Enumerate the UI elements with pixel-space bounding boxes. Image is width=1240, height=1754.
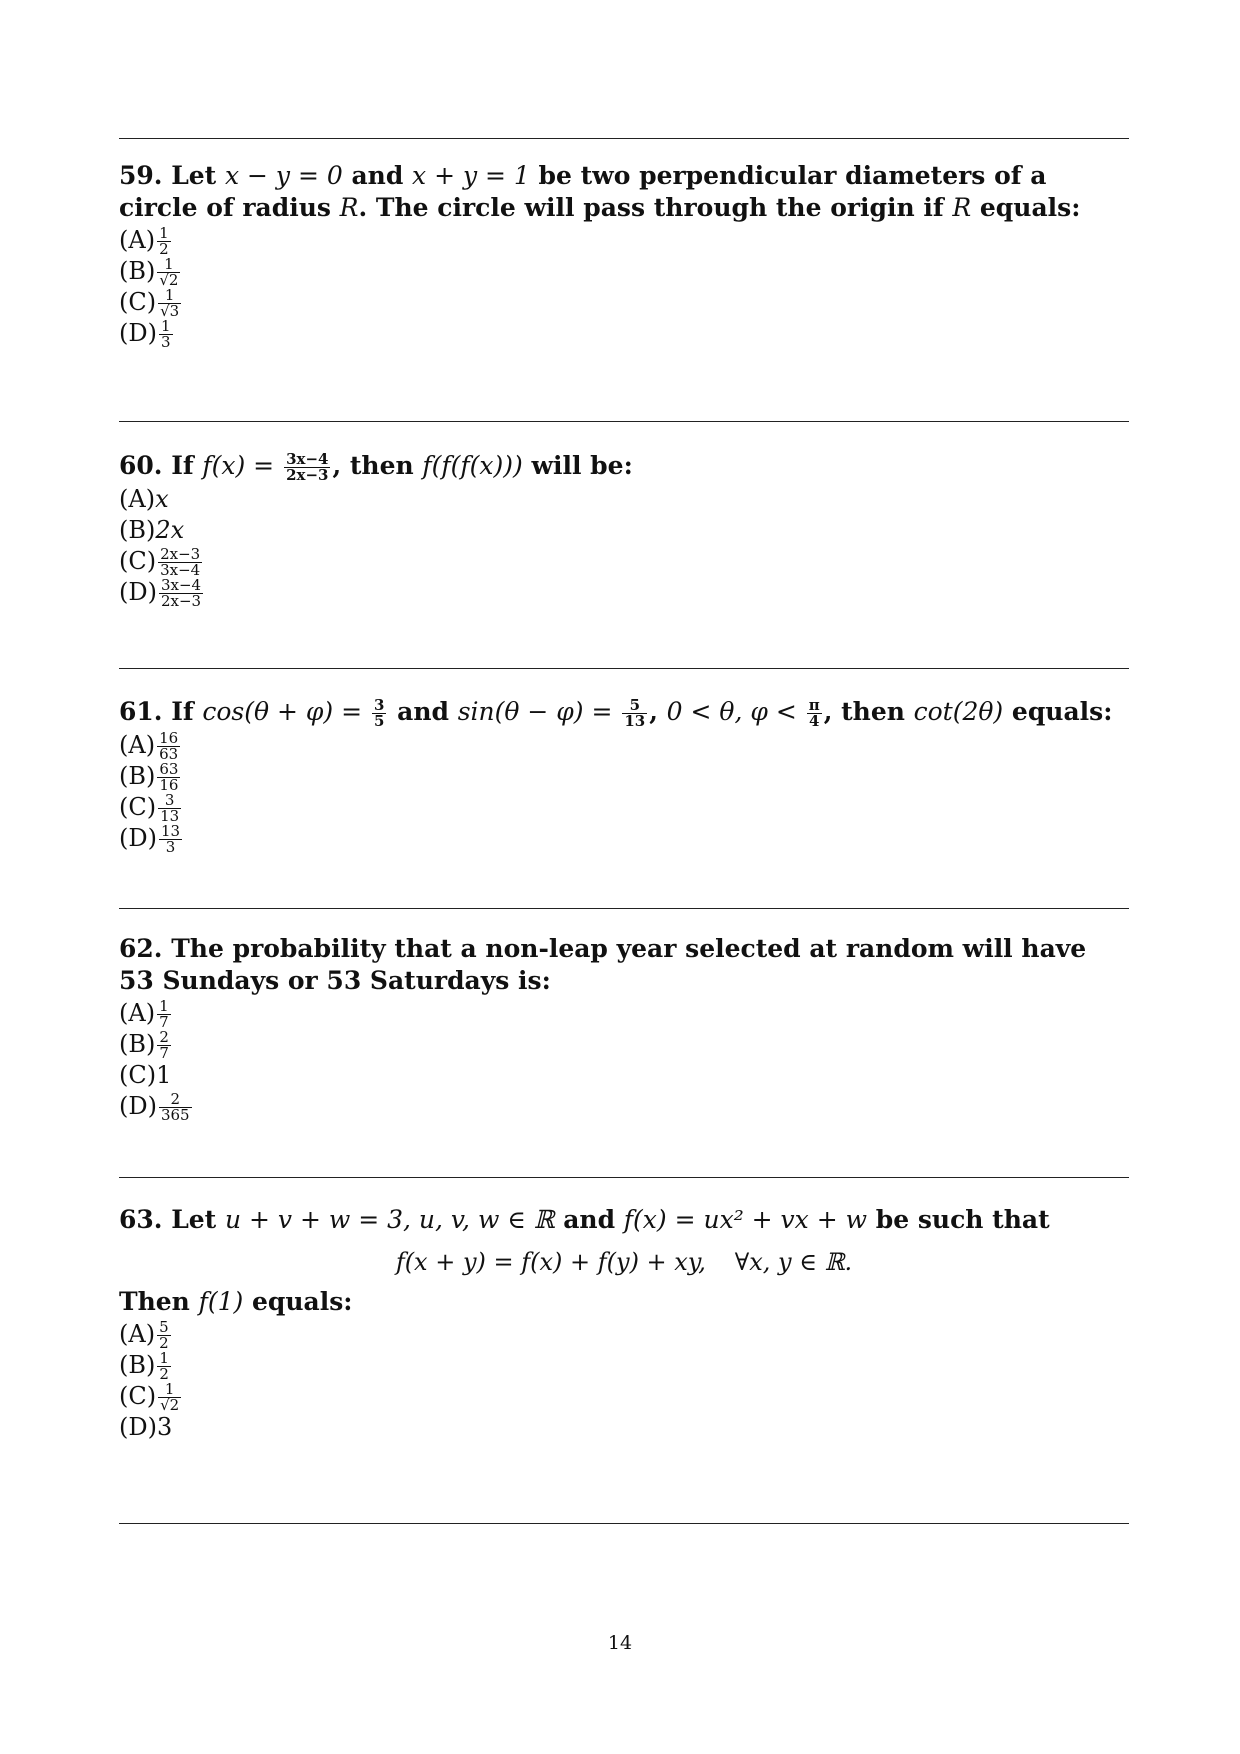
fraction-denominator: 2 [159,240,169,258]
question-number: 59. [119,161,172,190]
fraction [159,1092,192,1123]
option-value: x [155,485,169,513]
stem-text: equals: [971,193,1081,222]
question-63 [119,1204,1129,1442]
fraction [622,698,647,729]
math-expression: R [339,193,359,222]
answer-option [119,255,1129,289]
fraction-denominator: 2 [159,1334,169,1352]
answer-option [119,286,1129,320]
fraction-denominator: 3 [160,333,171,351]
stem-text: Let [171,1205,225,1234]
option-label: (D) [119,824,157,852]
stem-text: Then [119,1287,199,1316]
options-list [119,224,1129,351]
stem-text: equals: [243,1287,353,1316]
question-59 [119,160,1129,351]
fraction-numerator: 3x−4 [160,576,202,594]
stem-text: equals: [1003,697,1113,726]
options-list [119,1318,1129,1442]
option-label: (B) [119,1351,156,1379]
answer-option [119,317,1129,351]
math-expression: x + y = 1 [412,161,530,190]
answer-option [119,1090,1129,1124]
fraction-denominator: 4 [808,712,820,730]
option-value: 1 [156,1061,172,1089]
answer-option [119,729,1129,763]
fraction [807,698,822,729]
answer-option [119,1059,1129,1090]
question-number: 62. [119,934,172,963]
math-expression: sin(θ − φ) = [457,697,621,726]
fraction-numerator: 16 [159,729,179,747]
option-label: (D) [119,1092,157,1120]
question-61 [119,696,1129,856]
options-list [119,729,1129,856]
option-label: (A) [119,1320,156,1348]
answer-option [119,1349,1129,1383]
answer-option [119,822,1129,856]
stem-text: be two perpendicular diameters of a circle of radius [119,161,1047,222]
option-label: (C) [119,793,157,821]
answer-option [119,514,1129,545]
fraction-numerator: 1 [160,317,171,335]
math-expression: f(x) = ux² + vx + w [623,1205,868,1234]
math-expression: u + v + w = 3, u, v, w ∈ ℝ [224,1205,555,1234]
separator-rule [119,421,1129,422]
separator-rule [119,908,1129,909]
math-expression: cos(θ + φ) = [202,697,370,726]
fraction-numerator: 1 [159,1349,169,1367]
separator-rule [119,1177,1129,1178]
fraction [157,1351,171,1382]
answer-option [119,224,1129,258]
option-label: (A) [119,999,156,1027]
stem-text: and [554,1205,624,1234]
question-number: 63. [119,1205,172,1234]
math-expression: f(f(f(x))) [422,451,523,480]
fraction [159,319,173,350]
answer-option [119,791,1129,825]
fraction-numerator: 1 [157,257,180,273]
fraction-denominator: 7 [159,1044,169,1062]
math-expression: R [952,193,972,222]
option-label: (D) [119,578,157,606]
fraction [284,452,330,483]
fraction [158,547,202,578]
answer-option [119,1318,1129,1352]
option-label: (D) [119,319,157,347]
fraction [372,698,386,729]
question-stem [119,696,1129,729]
fraction-numerator: 5 [159,1318,169,1336]
option-label: (B) [119,1030,156,1058]
stem-text: , then [823,697,914,726]
option-label: (A) [119,731,156,759]
fraction [159,824,182,855]
fraction [157,257,180,288]
question-number: 60. [119,451,172,480]
fraction-denominator: 7 [159,1013,169,1031]
fraction-denominator: 365 [160,1106,190,1124]
fraction [158,288,181,319]
answer-option [119,483,1129,514]
option-label: (C) [119,547,157,575]
options-list [119,997,1129,1124]
fraction-denominator: 3x−4 [160,561,201,579]
fraction [157,1030,171,1061]
fraction [158,793,181,824]
fraction-numerator: 3x−4 [286,450,329,468]
fraction-numerator: 3 [158,793,181,809]
fraction-numerator: 1 [158,288,181,304]
option-label: (B) [119,762,156,790]
math-expression: 0 < θ, φ < [666,697,805,726]
answer-option [119,1380,1129,1414]
fraction-numerator: 3 [374,696,385,714]
fraction [157,731,180,762]
options-list [119,483,1129,610]
math-expression: cot(2θ) [913,697,1004,726]
fraction-denominator: √2 [159,271,179,289]
stem-text: If [171,697,203,726]
stem-text: If [171,451,203,480]
fraction-denominator: 13 [160,807,180,825]
fraction-numerator: 1 [158,1382,181,1398]
separator-rule [119,668,1129,669]
fraction-numerator: 1 [159,997,169,1015]
answer-option [119,760,1129,794]
option-label: (D) [119,1413,157,1441]
page-number: 14 [607,1632,633,1654]
stem-text: Let [171,161,225,190]
fraction-numerator: 2 [159,1028,169,1046]
option-label: (B) [119,257,156,285]
stem-text: and [388,697,458,726]
stem-text: be such that [867,1205,1050,1234]
question-stem [119,450,1129,483]
math-expression: f(x) = [202,451,283,480]
fraction [159,578,203,609]
question-stem [119,160,1129,224]
question-stem [119,933,1129,997]
fraction-denominator: 5 [374,712,385,730]
display-equation-tail: ∀x, y ∈ ℝ. [734,1248,853,1276]
stem-text: . The circle will pass through the origin if [358,193,953,222]
fraction-denominator: 63 [159,745,179,763]
answer-option [119,997,1129,1031]
fraction [157,999,171,1030]
question-number: 61. [119,697,172,726]
answer-option [119,576,1129,610]
fraction-denominator: 2 [159,1365,169,1383]
display-equation-main: f(x + y) = f(x) + f(y) + xy, [395,1248,706,1276]
fraction-denominator: 2x−3 [160,592,202,610]
option-label: (C) [119,1061,157,1089]
fraction [157,226,171,257]
fraction-denominator: 13 [624,712,646,730]
separator-rule [119,1523,1129,1524]
fraction-denominator: √3 [160,302,180,320]
stem-text: , then [332,451,423,480]
fraction-numerator: 63 [159,760,179,778]
separator-rule [119,138,1129,139]
option-label: (A) [119,226,156,254]
stem-text: The probability that a non-leap year selected at random will have 53 Sundays or 53 Saturdays is: [119,934,1087,995]
fraction [157,1320,171,1351]
question-stem-continued [119,1286,1129,1318]
option-label: (C) [119,288,157,316]
fraction-denominator: 2x−3 [286,466,329,484]
fraction-numerator: 1 [159,224,169,242]
fraction-denominator: √2 [160,1396,180,1414]
math-expression: x − y = 0 [224,161,343,190]
fraction-numerator: 13 [160,822,181,840]
fraction-numerator: 2 [159,1092,192,1108]
display-equation [119,1248,1129,1276]
option-value: 2x [155,516,185,544]
stem-text: , [649,697,667,726]
option-label: (A) [119,485,156,513]
fraction-numerator: 5 [622,698,647,714]
fraction-numerator: π [808,696,820,714]
fraction [158,1382,181,1413]
stem-text: will be: [522,451,633,480]
answer-option [119,545,1129,579]
option-label: (C) [119,1382,157,1410]
answer-option [119,1411,1129,1442]
answer-option [119,1028,1129,1062]
option-value: 3 [156,1413,173,1441]
fraction-numerator: 2x−3 [160,545,201,563]
math-expression: f(1) [198,1287,244,1316]
question-60 [119,450,1129,610]
option-label: (B) [119,516,156,544]
question-stem [119,1204,1129,1236]
fraction-denominator: 16 [159,776,179,794]
question-62 [119,933,1129,1124]
fraction [157,762,180,793]
fraction-denominator: 3 [165,838,176,856]
stem-text: and [342,161,413,190]
